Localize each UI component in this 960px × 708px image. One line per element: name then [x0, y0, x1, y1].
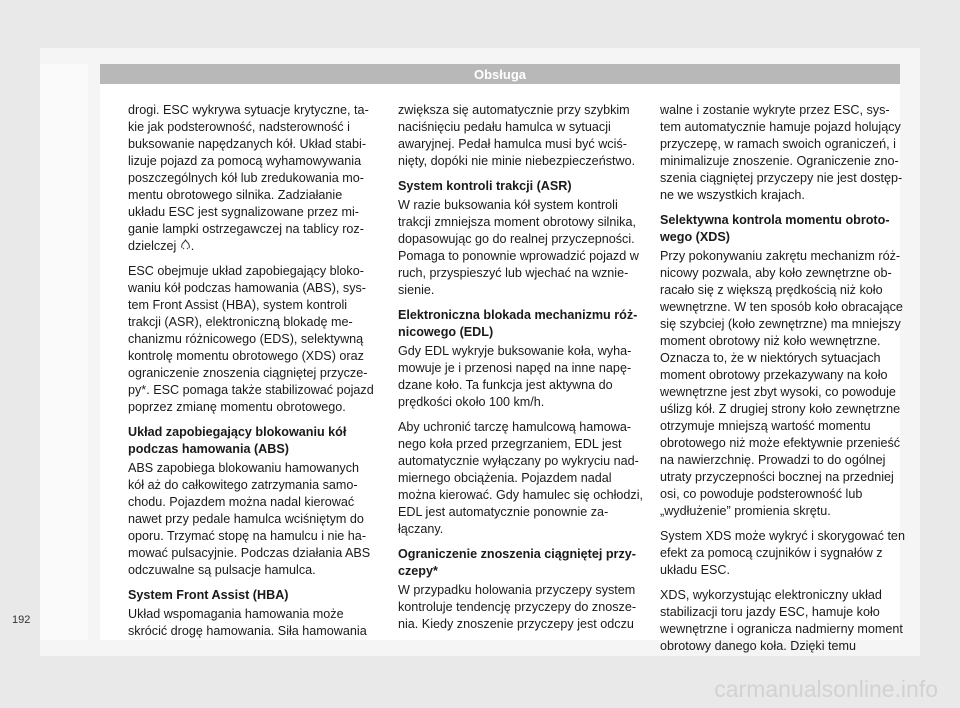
paragraph: W razie buksowania kół system kontroli trakcji zmniejsza moment obrotowy silnika, dopasowując go do realnej przyczepności. Pomaga to ponownie wprowadzić pojazd w ruch, przyspieszyć lub wjechać na wzniesienie. [398, 198, 639, 297]
paragraph: Układ wspomagania hamowania może skrócić drogę hamowania. Siła hamowania [128, 607, 367, 638]
section-heading: Elektroniczna blokada mechanizmu różnicowego (EDL) [398, 308, 638, 339]
paragraph-text: drogi. ESC wykrywa sytuacje krytyczne, takie jak podsterowność, nadsterowność i buksowanie napędzanych kół. Układ stabilizuje pojazd za pomocą wyhamowywania poszczególnych kół lub zredukowania momentu obrotowego silnika. Zadziałanie układu ESC jest sygnalizowane przez miganie lampki ostrzegawczej na tablicy rozdzielczej [128, 103, 369, 253]
section-heading: Układ zapobiegający blokowaniu kół podczas hamowania (ABS) [128, 425, 347, 456]
watermark: carmanualsonline.info [714, 676, 938, 702]
page-content [100, 84, 905, 653]
paragraph: zwiększa się automatycznie przy szybkim naciśnięciu pedału hamulca w sytuacji awaryjnej. Pedał hamulca musi być wciśnięty, dopóki nie minie niebezpieczeństwo. [398, 103, 636, 168]
esc-warning-icon [180, 239, 191, 253]
section-header [100, 64, 900, 84]
page-margin [40, 64, 88, 640]
section-heading: System kontroli trakcji (ASR) [398, 179, 572, 193]
section-heading: Ograniczenie znoszenia ciągniętej przyczepy* [398, 547, 636, 578]
paragraph: W przypadku holowania przyczepy system kontroluje tendencję przyczepy do znoszenia. Kiedy znoszenie przyczepy jest odczu [398, 583, 637, 631]
text-column-1 [128, 102, 374, 648]
paragraph: walne i zostanie wykryte przez ESC, system automatycznie hamuje pojazd holujący przyczepę, w ramach swoich ograniczeń, i minimalizuje znoszenie. Ograniczenie znoszenia ciągniętej przyczepy nie jest dostępne we wszystkich krajach. [660, 103, 903, 202]
section-heading: Selektywna kontrola momentu obrotowego (XDS) [660, 213, 890, 244]
section-title: Obsługa [473, 66, 526, 82]
paragraph-text-end: . [190, 239, 195, 253]
section-heading: System Front Assist (HBA) [128, 588, 289, 602]
paragraph: Aby uchronić tarczę hamulcową hamowanego koła przed przegrzaniem, EDL jest automatycznie wyłączany po wykryciu nadmiernego obciążenia. Pojazdem nadal można kierować. Gdy hamulec się ochłodzi, EDL jest automatycznie ponownie załączany. [398, 420, 643, 536]
page-number: 192 [12, 614, 31, 626]
manual-page [40, 48, 920, 656]
paragraph: Przy pokonywaniu zakrętu mechanizm różnicowy pozwala, aby koło zewnętrzne obracało się z większą prędkością niż koło wewnętrzne. W ten sposób koło obracające się szybciej (koło zewnętrzne) ma mniejszy moment obrotowy niż koło wewnętrzne. Oznacza to, że w niektórych sytuacjach moment obrotowy przekazywany na koło wewnętrzne jest zbyt wysoki, co powoduje uślizg kół. Z drugiej strony koło zewnętrzne otrzymuje mniejszą wartość momentu obrotowego niż może efektywnie przenieść na nawierzchnię. Prowadzi to do ogólnej utraty przyczepności bocznej na przedniej osi, co powoduje podsterowność lub „wydłużenie” promienia skrętu. [660, 249, 903, 518]
text-column-2 [398, 102, 644, 641]
paragraph: Gdy EDL wykryje buksowanie koła, wyhamowuje je i przenosi napęd na inne napędzane koło. Ta funkcja jest aktywna do prędkości około 100 km/h. [398, 344, 632, 409]
paragraph: ABS zapobiega blokowaniu hamowanych kół aż do całkowitego zatrzymania samochodu. Pojazdem można nadal kierować nawet przy pedale hamulca wciśniętym do oporu. Trzymać stopę na hamulcu i nie hamować pulsacyjnie. Podczas działania ABS odczuwalne są pulsacje hamulca. [128, 461, 371, 577]
paragraph [128, 102, 374, 255]
text-column-3 [660, 102, 906, 663]
paragraph: System XDS może wykryć i skorygować ten efekt za pomocą czujników i sygnałów z układu ESC. [660, 529, 905, 577]
paragraph: XDS, wykorzystując elektroniczny układ stabilizacji toru jazdy ESC, hamuje koło wewnętrzne i ogranicza nadmierny moment obrotowy danego koła. Dzięki temu [660, 588, 903, 653]
paragraph: ESC obejmuje układ zapobiegający blokowaniu kół podczas hamowania (ABS), system Front Assist (HBA), system kontroli trakcji (ASR), elektroniczną blokadę mechanizmu różnicowego (EDS), selektywną kontrolę momentu obrotowego (XDS) oraz ograniczenie znoszenia ciągniętej przyczepy*. ESC pomaga także stabilizować pojazd poprzez zmianę momentu obrotowego. [128, 264, 374, 414]
